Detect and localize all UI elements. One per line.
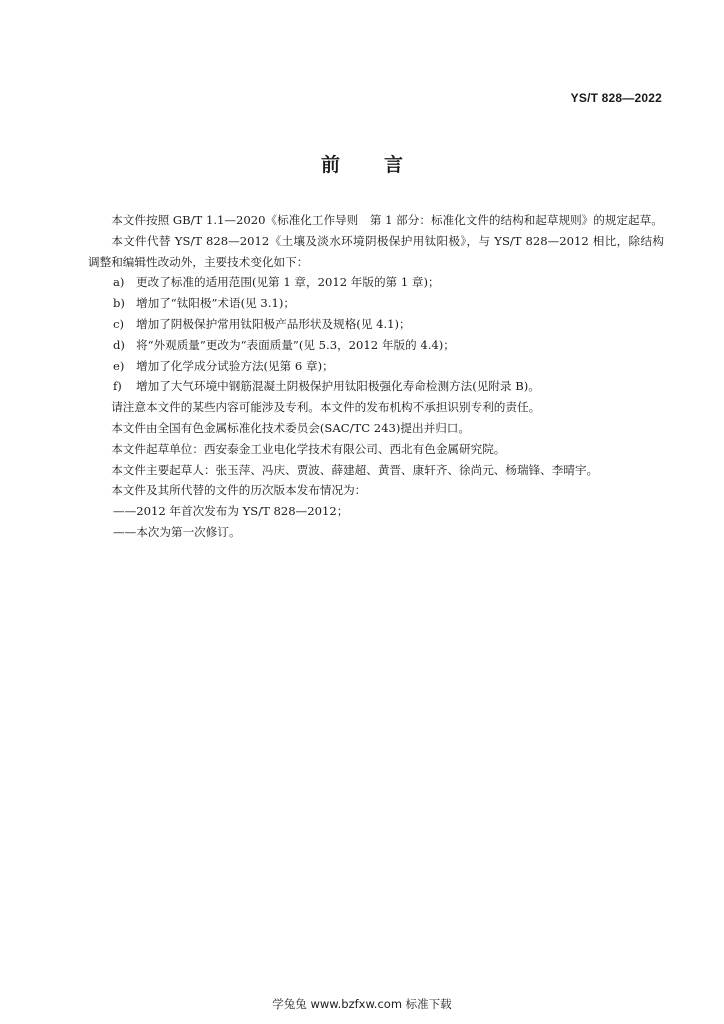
list-item [88,356,664,377]
paragraph-drafters: 本文件主要起草人：张玉萍、冯庆、贾波、薛建超、黄晋、康轩齐、徐尚元、杨瑞锋、李晴宇。 [111,462,599,477]
list-marker: f) [113,379,122,394]
list-item [88,293,664,314]
page-title [0,150,724,177]
list-text: 更改了标准的适用范围(见第 1 章，2012 年版的第 1 章)； [136,275,440,290]
list-text: 将“外观质量”更改为“表面质量”(见 5.3，2012 年版的 4.4)； [136,337,455,352]
list-item [88,376,664,397]
title-char-1: 前 [320,154,340,176]
list-text: 增加了化学成分试验方法(见第 6 章)； [136,358,334,373]
list-text: 增加了阴极保护常用钛阳极产品形状及规格(见 4.1)； [136,316,411,331]
list-marker: c) [113,316,125,331]
paragraph-history-intro: 本文件及其所代替的文件的历次版本发布情况为： [111,483,367,498]
standard-code: YS/T 828—2022 [570,91,662,105]
list-item [88,314,664,335]
paragraph-patent-notice: 请注意本文件的某些内容可能涉及专利。本文件的发布机构不承担识别专利的责任。 [111,400,541,415]
list-marker: d) [113,337,125,352]
history-item: ——2012 年首次发布为 YS/T 828—2012； [113,504,349,519]
history-item: ——本次为第一次修订。 [113,524,241,539]
list-item [88,335,664,356]
list-text: 增加了大气环境中钢筋混凝土阴极保护用钛阳极强化寿命检测方法(见附录 B)。 [136,379,540,394]
paragraph-proposer: 本文件由全国有色金属标准化技术委员会(SAC/TC 243)提出并归口。 [111,420,470,435]
watermark-footer: 学兔兔 www.bzfxw.com 标准下载 [272,997,452,1011]
paragraph-drafting-rules: 本文件按照 GB/T 1.1—2020《标准化工作导则 第 1 部分：标准化文件的结构和起草规则》的规定起草。 [111,213,663,227]
changes-list [88,272,664,397]
list-item [88,272,664,293]
list-marker: a) [113,275,125,290]
list-marker: e) [113,358,125,373]
paragraph-replacement: 本文件代替 YS/T 828—2012《土壤及淡水环境阴极保护用钛阳极》，与 YS/T 828—2012 相比，除结构调整和编辑性改动外，主要技术变化如下： [88,233,664,269]
foreword-body [88,210,664,543]
title-char-2: 言 [384,154,404,176]
list-marker: b) [113,296,125,311]
paragraph-drafting-units: 本文件起草单位：西安泰金工业电化学技术有限公司、西北有色金属研究院。 [111,441,506,456]
list-text: 增加了“钛阳极”术语(见 3.1)； [136,296,295,311]
